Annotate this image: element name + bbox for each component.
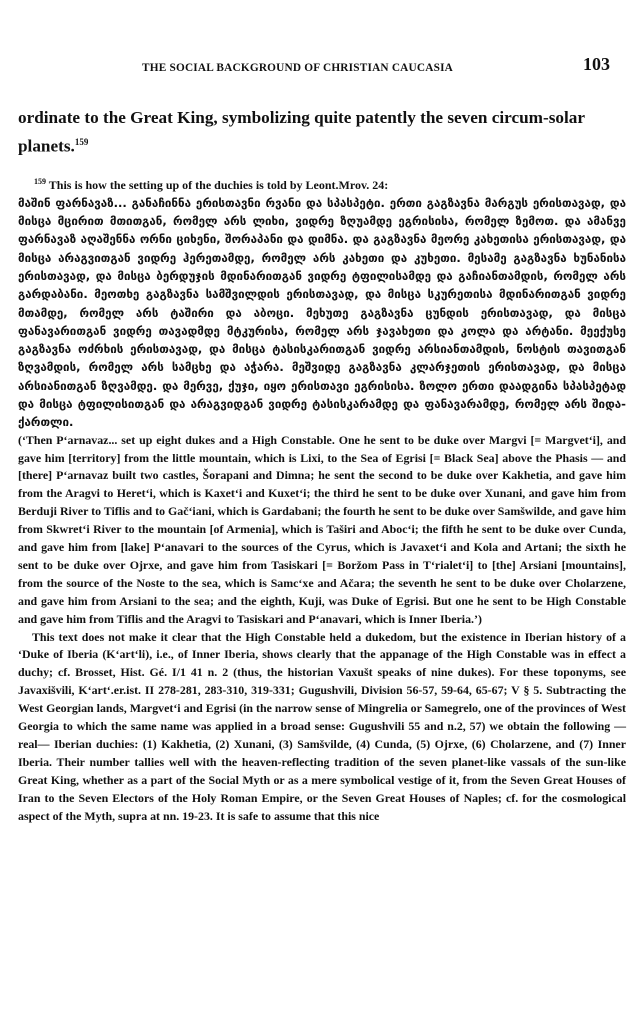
- main-paragraph-text: ordinate to the Great King, symbolizing quite patently the seven circum-solar planets.: [18, 108, 585, 156]
- footnote-intro: This is how the setting up of the duchies is told by Leont.Mrov. 24:: [48, 177, 389, 192]
- footnote-number: 159: [34, 176, 46, 186]
- main-paragraph: [18, 106, 626, 159]
- running-title: THE SOCIAL BACKGROUND OF CHRISTIAN CAUCASIA: [142, 62, 454, 74]
- footnote-intro-line: [18, 173, 626, 194]
- page: [18, 52, 626, 1012]
- commentary-passage: This text does not make it clear that the High Constable held a dukedom, but the existence in Iberian history of a ‘Duke of Iberia (Kʻartʻli), i.e., of Inner Iberia, shows clearly that the appanage of the High Constable was in effect a duchy; cf. Brosset, Hist. Gé. I/1 41 n. 2 (thus, the historian Vaxušt speaks of nine dukes). For these toponyms, see Javaxišvili, Kʻartʻ.er.ist. II 278-281, 283-310, 319-331; Gugushvili, Division 56-57, 59-64, 65-67; V § 5. Subtracting the West Georgian lands, Margvetʻi and Egrisi (in the narrow sense of Mingrelia or Samegrelo, one of the provinces of West Georgia to which the same name was applied in a broad sense: Gugushvili 55 and n.2, 57) we obtain the following — real— Iberian duchies: (1) Kakhetia, (2) Xunani, (3) Samšvilde, (4) Cunda, (5) Ojrxe, (6) Cholarzene, and (7) Inner Iberia. Their number tallies well with the heaven-reflecting tradition of the seven planet-like vassals of the sun-like Great King, whether as a part of the Social Myth or as a mere symbolical vestige of it, from the Seven Great Houses of Iran to the Seven Electors of the Holy Roman Empire, or the Seven Great Houses of Naples; cf. for the cosmological aspect of the Myth, supra at nn. 19-23. It is safe to assume that this nice: [18, 629, 626, 823]
- footnote-159: [18, 173, 626, 826]
- footnote-reference: 159: [74, 137, 89, 147]
- page-number: 103: [583, 54, 610, 74]
- georgian-passage: მაშინ ფარნავაზ... განაჩინნა ერისთავნი რვანი და სპასპეტი. ერთი გაგზავნა მარგუს ერისთავად, და მისცა მცირით მთითგან, რომელ არს ლიხი, ვიდრე ზღუამდე ეგრისისა, რომელ ზემოთ. და ამანვე ფარნავაზ აღაშენნა ორნი ციხენი, შორაპანი და დიმნა. და გაგზავნა მეორე კახეთისა ერისთავად, და მისცა არაგვითგან ვიდრე ჰერეთამდე, რომელ არს კახეთი და კუხეთი. მესამე გაგზავნა ხუნანისა ერისთავად, და მისცა ბერდუჯის მდინარითგან ვიდრე ტფილისამდე და გაჩიანთამდის, რომელ არს გარდაბანი. მეოთხე გაგზავნა სამშვილდის ერისთავად, და მისცა სკურეთისა მდინარითგან ვიდრე მთამდე, რომელ არს ტაშირი და აბოცი. მეხუთე გაგზავნა ცუნდის ერისთავად, და მისცა ფანავარითგან ვიდრე თავადმდე მტკურისა, რომელ არს ჯავახეთი და კოლა და არტანი. მეექუსე გაგზავნა ოძრხის ერისთავად, და მისცა ტასისკარითგან ვიდრე არსიანთამდის, ნოსტის თავითგან ზღვამდის, რომელ არს სამცხე და აჭარა. მეშვიდე გაგზავნა კლარჯეთის ერისთავად, და მისცა არსიანითგან ზღვამდე. და მერვე, ქუჯი, იყო ერისთავი ეგრისისა. ზოლო ერთი დაადგინა სპასპეტად და მისცა ტფილისითგან და არაგვიდგან ვიდრე ტასისკარამდე და ფანავარამდე, რომელ არს შიდა-ქართლი.: [18, 195, 626, 430]
- translation-passage: (‘Then Pʻarnavaz... set up eight dukes and a High Constable. One he sent to be duke over Margvi [= Margvetʻi], and gave him [territory] from the little mountain, which is Lixi, to the Sea of Egrisi [= Black Sea] above the Phasis — and [there] Pʻarnavaz built two castles, Šorapani and Dimna; he sent the second to be duke over Kakhetia, and gave him from the Aragvi to Heretʻi, which is Kaxetʻi and Kuxetʻi; the third he sent to be duke over Xunani, and gave him from Berduji River to Tiflis and to Gačʻiani, which is Gardabani; the fourth he sent to be duke over Samšwilde, and gave him from Skwretʻi River to the mountain [of Armenia], which is Taširi and Abocʻi; the fifth he sent to be duke over Cunda, and gave him from [lake] Pʻanavari to the sources of the Cyrus, which is Javaxetʻi and Kola and Artani; the sixth he sent to be duke over Ojrxe, and gave him from Tasiskari [= Boržom Pass in Tʻrialetʻi] to [the] Arsiani [mountains], from the source of the Noste to the sea, which is Samcʻxe and Ačara; the seventh he sent to be duke over Cholarzene, and gave him from Arsiani to the sea; and the eighth, Kuji, was Duke of Egrisi. But one he sent to be High Constable and gave him from Tiflis and the Aragvi to Tasiskari and Pʻanavari, which is Inner Iberia.’): [18, 432, 626, 626]
- page-header: [18, 52, 626, 80]
